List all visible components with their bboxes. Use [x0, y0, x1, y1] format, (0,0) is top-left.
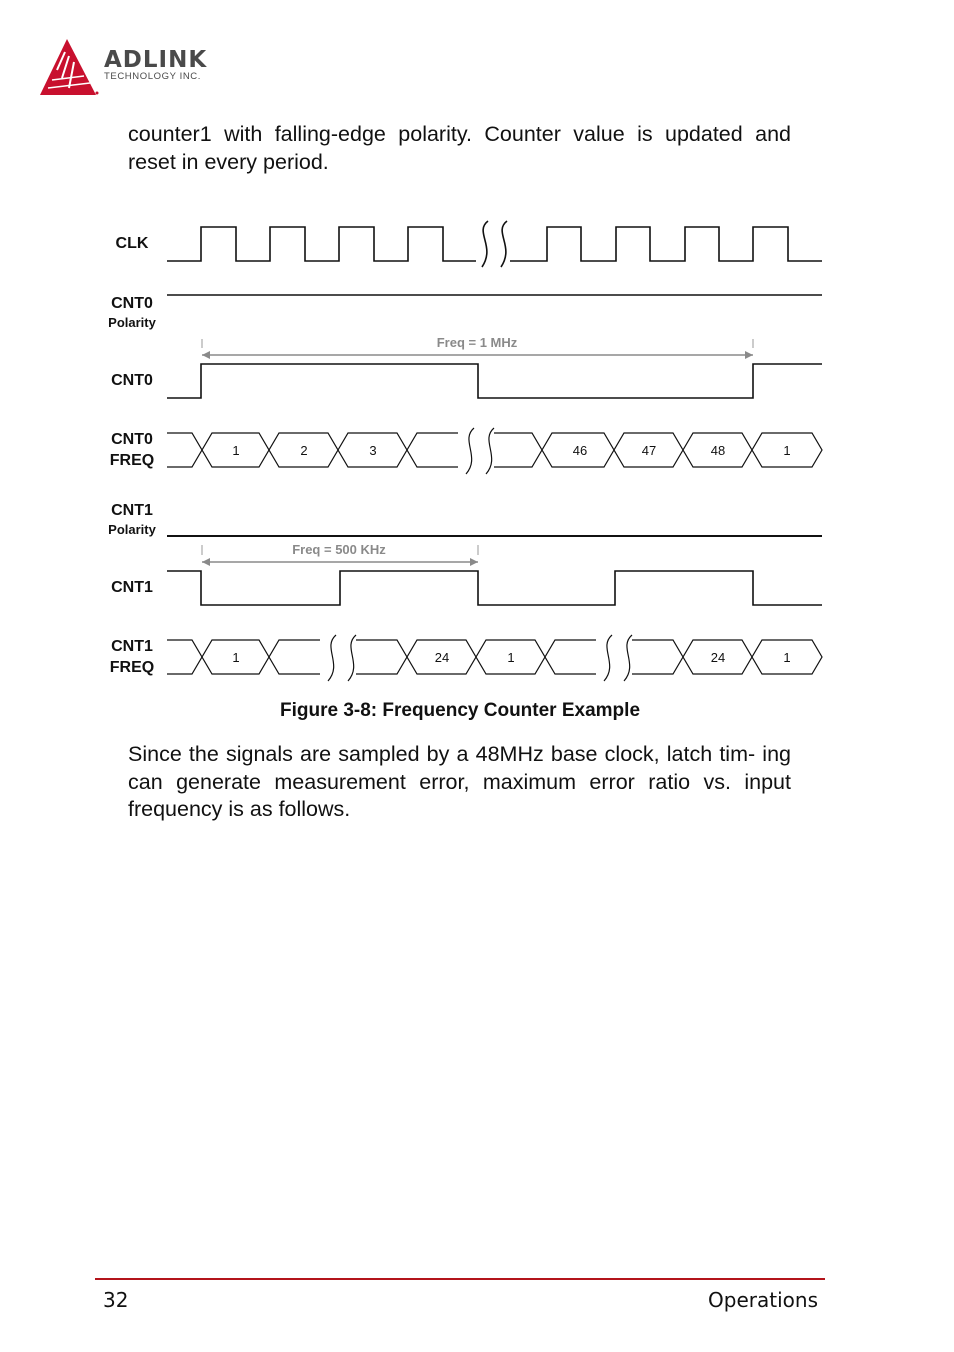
timing-diagram-svg — [0, 195, 954, 695]
cnt1-freq-values — [232, 650, 790, 665]
cnt1-value: 1 — [507, 650, 515, 665]
cnt1-freq-annotation — [202, 542, 478, 566]
cnt1-value: 24 — [434, 650, 450, 665]
adlink-triangle-icon — [38, 36, 104, 100]
logo-subtext: TECHNOLOGY INC. — [104, 71, 201, 82]
adlink-logo — [38, 36, 238, 100]
cnt0-freq-label: Freq = 1 MHz — [436, 335, 518, 350]
cnt1-value: 1 — [232, 650, 240, 665]
label-cnt0-polarity: CNT0 — [111, 295, 153, 312]
page-number: 32 — [103, 1288, 129, 1312]
label-clk: CLK — [115, 235, 149, 252]
cnt1-waveform — [167, 571, 822, 605]
logo-wordmark: ADLINK — [104, 47, 208, 73]
label-cnt0-polarity-sub: Polarity — [108, 315, 156, 330]
label-cnt1-freq-sub: FREQ — [109, 659, 155, 676]
figure-caption: Figure 3-8: Frequency Counter Example — [279, 700, 641, 721]
clk-waveform — [167, 221, 822, 267]
footer-rule — [95, 1278, 825, 1280]
cnt0-waveform — [167, 364, 822, 398]
cnt0-freq-values — [232, 443, 790, 458]
body-paragraph: Since the signals are sampled by a 48MHz base clock, latch tim- ing can generate measurement error, maximum error ratio vs. input frequency is as follows. — [128, 742, 791, 821]
cnt0-value: 47 — [641, 443, 657, 458]
cnt1-value: 24 — [710, 650, 726, 665]
label-cnt0-freq-sub: FREQ — [109, 452, 155, 469]
label-cnt1-polarity: CNT1 — [111, 502, 153, 519]
label-cnt1-freq: CNT1 — [111, 638, 153, 655]
cnt0-freq-annotation — [202, 335, 753, 359]
section-name: Operations — [708, 1288, 818, 1312]
timing-diagram — [0, 195, 954, 695]
cnt1-value: 1 — [783, 650, 791, 665]
label-cnt0: CNT0 — [111, 372, 153, 389]
cnt0-value: 48 — [710, 443, 726, 458]
cnt0-value: 1 — [783, 443, 791, 458]
cnt1-freq-label: Freq = 500 KHz — [292, 542, 386, 557]
intro-paragraph: counter1 with falling-edge polarity. Counter value is updated and reset in every period. — [128, 122, 791, 174]
cnt0-value: 46 — [572, 443, 588, 458]
label-cnt0-freq: CNT0 — [111, 431, 153, 448]
label-cnt1-polarity-sub: Polarity — [108, 522, 156, 537]
cnt0-value: 2 — [300, 443, 308, 458]
label-cnt1: CNT1 — [111, 579, 153, 596]
cnt0-value: 3 — [369, 443, 377, 458]
cnt0-value: 1 — [232, 443, 240, 458]
